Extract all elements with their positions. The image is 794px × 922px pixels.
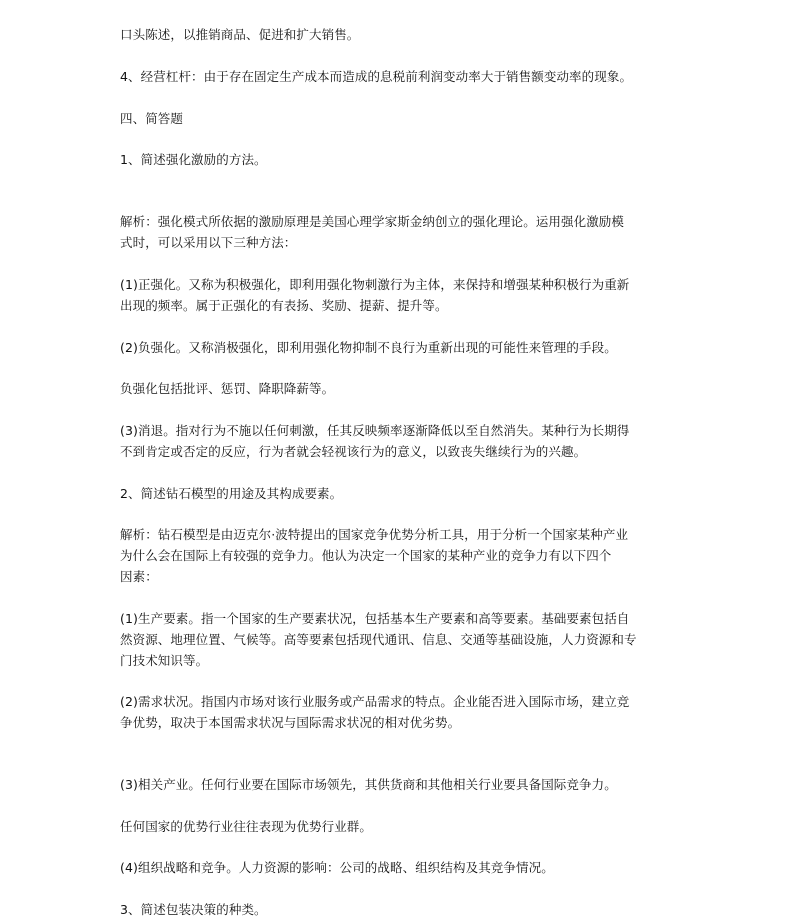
answer-1-item-2: (2)负强化。又称消极强化，即利用强化物抑制不良行为重新出现的可能性来管理的手段。 <box>120 340 617 355</box>
answer-2-item-2-line-2: 争优势，取决于本国需求状况与国际需求状况的相对优劣势。 <box>120 715 461 730</box>
answer-2-analysis-line-3: 因素： <box>120 569 158 584</box>
answer-1-item-2-note: 负强化包括批评、惩罚、降职降薪等。 <box>120 381 335 396</box>
answer-2-item-4: (4)组织战略和竞争。人力资源的影响：公司的战略、组织结构及其竞争情况。 <box>120 860 554 875</box>
term-operating-leverage: 4、经营杠杆：由于存在固定生产成本而造成的息税前利润变动率大于销售额变动率的现象。 <box>120 69 633 84</box>
answer-1-analysis-line-2: 式时，可以采用以下三种方法： <box>120 235 297 250</box>
answer-1-item-1-line-1: (1)正强化。又称为积极强化，即利用强化物刺激行为主体，来保持和增强某种积极行为重新 <box>120 277 630 292</box>
answer-1-analysis-line-1: 解析：强化模式所依据的激励原理是美国心理学家斯金纳创立的强化理论。运用强化激励模 <box>120 214 625 229</box>
answer-1-item-3-line-2: 不到肯定或否定的反应，行为者就会轻视该行为的意义，以致丧失继续行为的兴趣。 <box>120 444 587 459</box>
answer-2-item-1-line-1: (1)生产要素。指一个国家的生产要素状况，包括基本生产要素和高等要素。基础要素包括自 <box>120 611 630 626</box>
answer-2-analysis-line-1: 解析：钻石模型是由迈克尔·波特提出的国家竞争优势分析工具，用于分析一个国家某种产业 <box>120 527 629 542</box>
answer-2-item-3: (3)相关产业。任何行业要在国际市场领先，其供货商和其他相关行业要具备国际竞争力。 <box>120 777 617 792</box>
question-3-title: 3、简述包装决策的种类。 <box>120 902 267 917</box>
answer-1-item-3-line-1: (3)消退。指对行为不施以任何刺激，任其反映频率逐渐降低以至自然消失。某种行为长期得 <box>120 423 630 438</box>
answer-2-item-3-note: 任何国家的优势行业往往表现为优势行业群。 <box>120 819 373 834</box>
answer-2-item-1-line-3: 门技术知识等。 <box>120 653 209 668</box>
question-2-title: 2、简述钻石模型的用途及其构成要素。 <box>120 486 343 501</box>
answer-2-item-1-line-2: 然资源、地理位置、气候等。高等要素包括现代通讯、信息、交通等基础设施，人力资源和专 <box>120 632 637 647</box>
answer-2-analysis-line-2: 为什么会在国际上有较强的竞争力。他认为决定一个国家的某种产业的竞争力有以下四个 <box>120 548 612 563</box>
question-1-title: 1、简述强化激励的方法。 <box>120 152 267 167</box>
answer-1-item-1-line-2: 出现的频率。属于正强化的有表扬、奖励、提薪、提升等。 <box>120 298 448 313</box>
text-line-continuation: 口头陈述，以推销商品、促进和扩大销售。 <box>120 27 360 42</box>
answer-2-item-2-line-1: (2)需求状况。指国内市场对该行业服务或产品需求的特点。企业能否进入国际市场，建立竞 <box>120 694 630 709</box>
section-heading-short-answer: 四、简答题 <box>120 111 184 126</box>
